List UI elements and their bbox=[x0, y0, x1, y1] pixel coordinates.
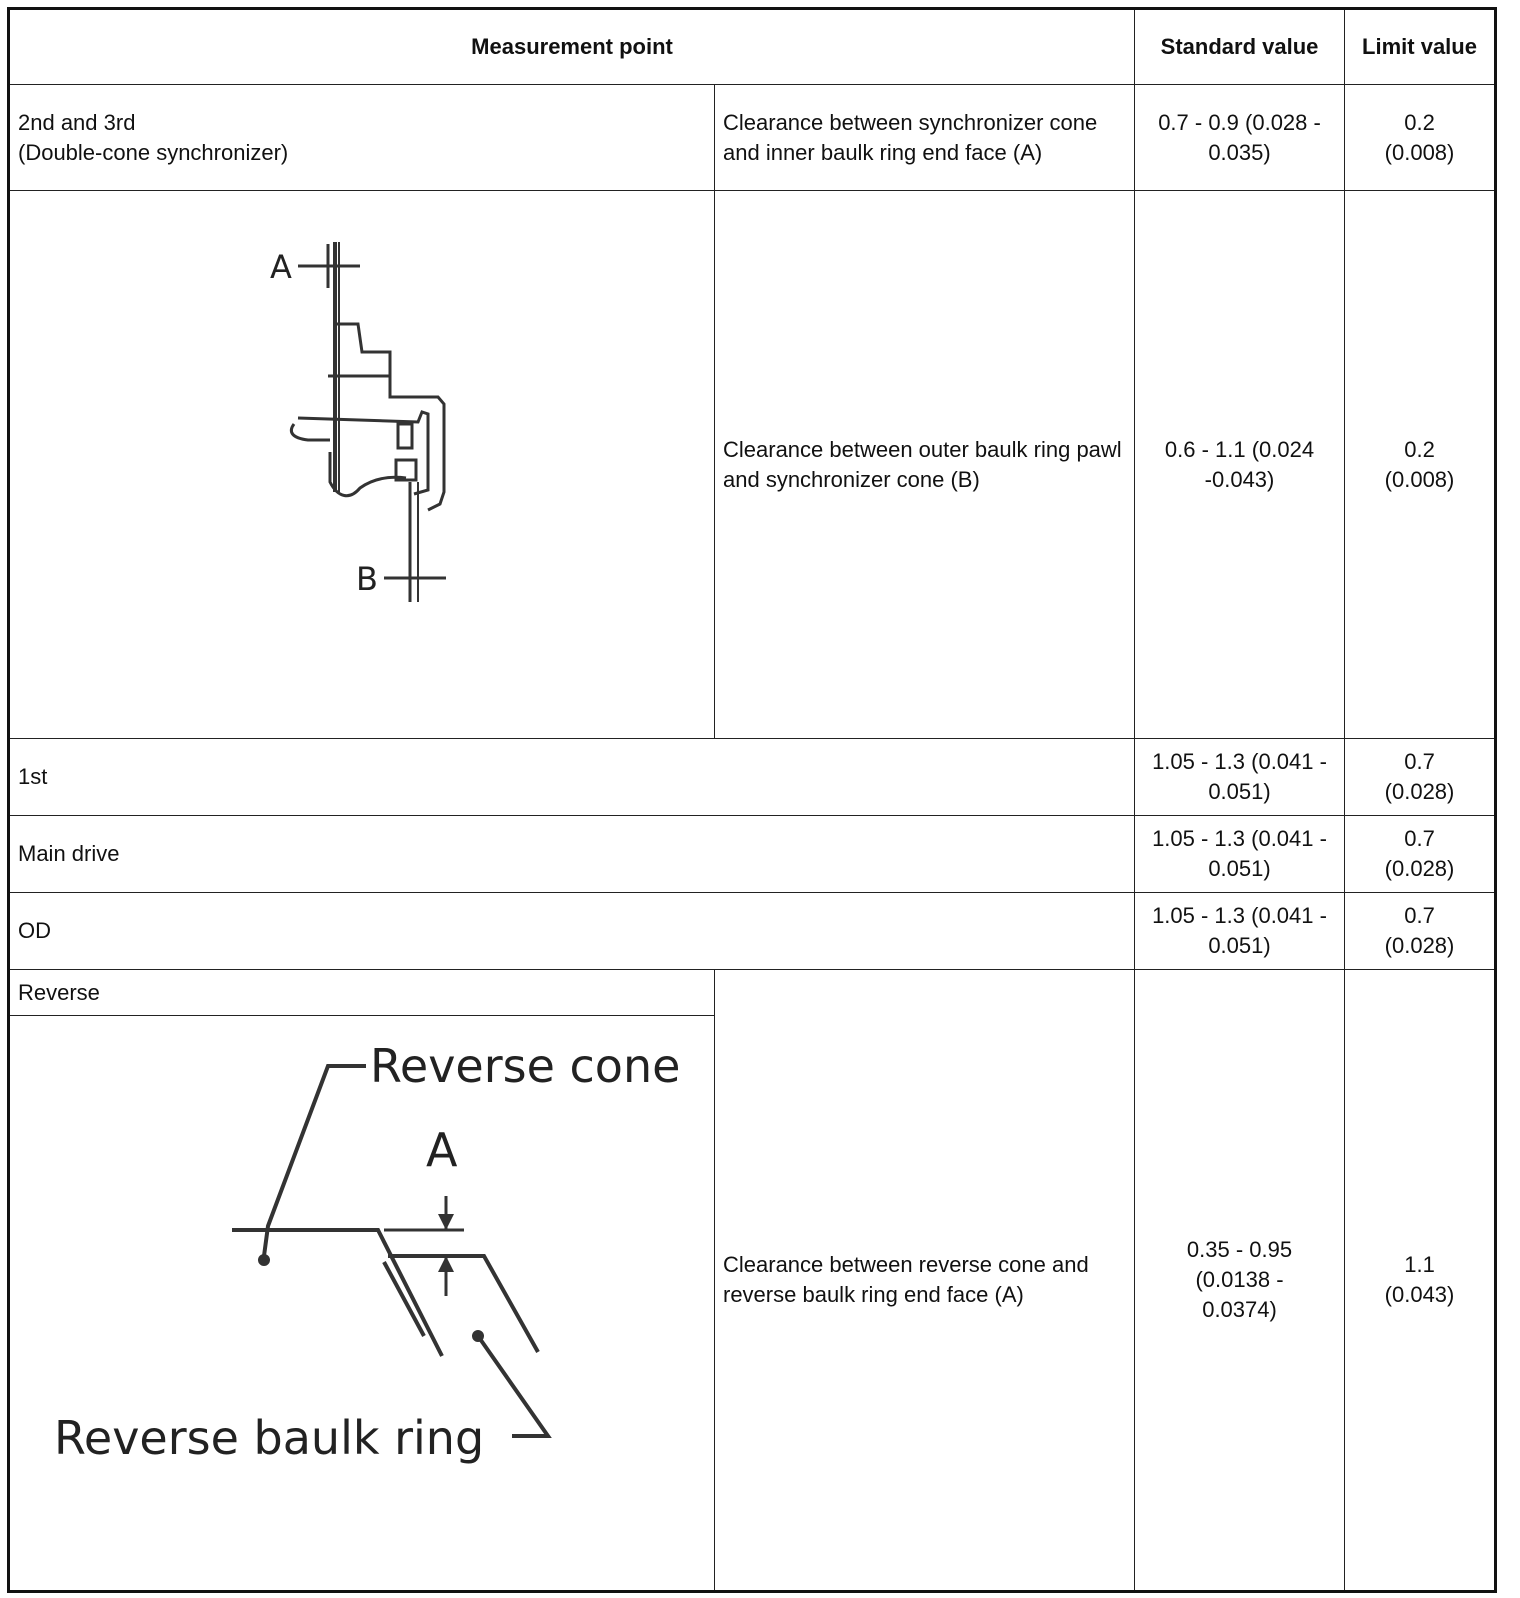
header-measurement-point: Measurement point bbox=[9, 9, 1135, 85]
arrow-a-top-head bbox=[438, 1214, 454, 1230]
arrow-a-bottom-head bbox=[438, 1256, 454, 1272]
reverse-diagram bbox=[18, 1016, 722, 1590]
label-a: A bbox=[270, 247, 292, 286]
synchronizer-figure-cell bbox=[9, 191, 715, 739]
standard-main-drive: 1.05 - 1.3 (0.041 - 0.051) bbox=[1135, 816, 1345, 893]
table-row bbox=[9, 970, 1496, 1016]
label-2nd-3rd: 2nd and 3rd (Double-cone synchronizer) bbox=[9, 85, 715, 191]
baulk-ring-inner bbox=[398, 424, 412, 448]
table-row bbox=[9, 191, 1496, 739]
label-reverse-a: A bbox=[426, 1123, 458, 1177]
baulk-ring-profile bbox=[388, 1256, 538, 1352]
limit-2nd-3rd-a: 0.2 (0.008) bbox=[1345, 85, 1496, 191]
header-standard-value: Standard value bbox=[1135, 9, 1345, 85]
synchronizer-diagram bbox=[18, 192, 722, 738]
hub-flange bbox=[291, 424, 330, 440]
table-row bbox=[9, 816, 1496, 893]
standard-2nd-3rd-b: 0.6 - 1.1 (0.024 -0.043) bbox=[1135, 191, 1345, 739]
limit-main-drive: 0.7 (0.028) bbox=[1345, 816, 1496, 893]
cone-leader-dot bbox=[260, 1256, 268, 1264]
table-row bbox=[9, 739, 1496, 816]
header-limit-value: Limit value bbox=[1345, 9, 1496, 85]
standard-od: 1.05 - 1.3 (0.041 - 0.051) bbox=[1135, 893, 1345, 970]
label-main-drive: Main drive bbox=[9, 816, 1135, 893]
table-row bbox=[9, 893, 1496, 970]
label-reverse: Reverse bbox=[9, 970, 715, 1016]
limit-od: 0.7 (0.028) bbox=[1345, 893, 1496, 970]
reverse-figure-cell bbox=[9, 1016, 715, 1592]
standard-2nd-3rd-a: 0.7 - 0.9 (0.028 - 0.035) bbox=[1135, 85, 1345, 191]
limit-reverse: 1.1 (0.043) bbox=[1345, 970, 1496, 1592]
label-reverse-cone: Reverse cone bbox=[370, 1039, 681, 1093]
item-reverse: Clearance between reverse cone and reverse baulk ring end face (A) bbox=[715, 970, 1135, 1592]
baulk-ring-inner-edge bbox=[384, 1262, 424, 1336]
header-row bbox=[9, 9, 1496, 85]
cone-leader-line bbox=[264, 1066, 366, 1256]
table-row bbox=[9, 85, 1496, 191]
label-b: B bbox=[356, 559, 378, 598]
standard-1st: 1.05 - 1.3 (0.041 - 0.051) bbox=[1135, 739, 1345, 816]
item-2nd-3rd-b: Clearance between outer baulk ring pawl and synchronizer cone (B) bbox=[715, 191, 1135, 739]
limit-2nd-3rd-b: 0.2 (0.008) bbox=[1345, 191, 1496, 739]
sleeve-top bbox=[328, 324, 390, 376]
limit-1st: 0.7 (0.028) bbox=[1345, 739, 1496, 816]
standard-reverse: 0.35 - 0.95 (0.0138 - 0.0374) bbox=[1135, 970, 1345, 1592]
label-reverse-baulk-ring: Reverse baulk ring bbox=[54, 1411, 485, 1465]
label-od: OD bbox=[9, 893, 1135, 970]
item-2nd-3rd-a: Clearance between synchronizer cone and inner baulk ring end face (A) bbox=[715, 85, 1135, 191]
specification-table bbox=[7, 7, 1497, 1593]
label-1st: 1st bbox=[9, 739, 1135, 816]
